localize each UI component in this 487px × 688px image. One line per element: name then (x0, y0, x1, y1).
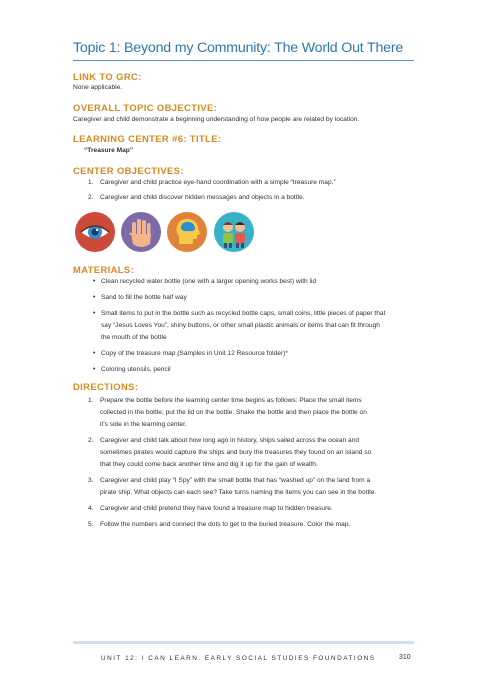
list-item: • Sand to fill the bottle half way (93, 294, 187, 301)
list-item: • Coloring utensils, pencil (93, 366, 171, 373)
footer-text: UNIT 12: I CAN LEARN. EARLY SOCIAL STUDIES FOUNDATIONS (101, 655, 376, 662)
hand-icon (121, 212, 161, 252)
list-item: 1. Caregiver and child practice eye-hand coordination with a simple “treasure map.” (88, 179, 336, 186)
directions-heading: DIRECTIONS: (73, 381, 139, 392)
center-objectives-heading: CENTER OBJECTIVES: (73, 165, 184, 176)
list-item: • Small items to put in the bottle such as recycled bottle caps, small coins, little pieces of paper that say “Jesus Loves You”, shiny buttons, or other small plastic animals or items that can fit through the mouth of the bottle (93, 310, 386, 341)
title-divider (73, 60, 414, 61)
head-brain-icon (167, 212, 207, 252)
page-title: Topic 1: Beyond my Community: The World Out There (73, 40, 404, 56)
list-item: • Copy of the treasure map (Samples in Unit 12 Resource folder)* (93, 350, 288, 357)
list-item: 5. Follow the numbers and connect the dots to get to the buried treasure. Color the map. (88, 521, 351, 528)
page-number: 310 (399, 654, 411, 661)
grc-heading: LINK TO GRC: (73, 71, 142, 82)
footer-divider (73, 641, 414, 644)
list-item: 2. Caregiver and child discover hidden messages and objects in a bottle. (88, 194, 305, 201)
grc-text: None applicable. (73, 84, 123, 91)
objective-text: Caregiver and child demonstrate a beginning understanding of how people are related by location. (73, 116, 360, 123)
materials-heading: MATERIALS: (73, 264, 135, 275)
children-icon (214, 212, 254, 252)
objective-heading: OVERALL TOPIC OBJECTIVE: (73, 102, 218, 113)
learning-center-title: “Treasure Map” (84, 147, 134, 154)
learning-center-heading: LEARNING CENTER #6: TITLE: (73, 133, 222, 144)
list-item: 4. Caregiver and child pretend they have found a treasure map to hidden treasure. (88, 505, 333, 512)
list-item: 2. Caregiver and child talk about how long ago in history, ships sailed across the ocean and sometimes pirates would capture the ships and bury the treasures they found on an island so that they could come back another time and dig it up for the gain of wealth. (88, 437, 372, 468)
list-item: 1. Prepare the bottle before the learning center time begins as follows: Place the small items collected in the bottle; put the lid on the bottle. Shake the bottle and then place the bottle on it’s side in the learning center. (88, 397, 367, 428)
eye-icon (75, 212, 115, 252)
list-item: • Clean recycled water bottle (one with a larger opening works best) with lid (93, 278, 317, 285)
list-item: 3. Caregiver and child play “I Spy” with the small bottle that has “washed up” on the land from a pirate ship. What objects can each see? Take turns naming the items you can see in the bottle. (88, 477, 377, 496)
